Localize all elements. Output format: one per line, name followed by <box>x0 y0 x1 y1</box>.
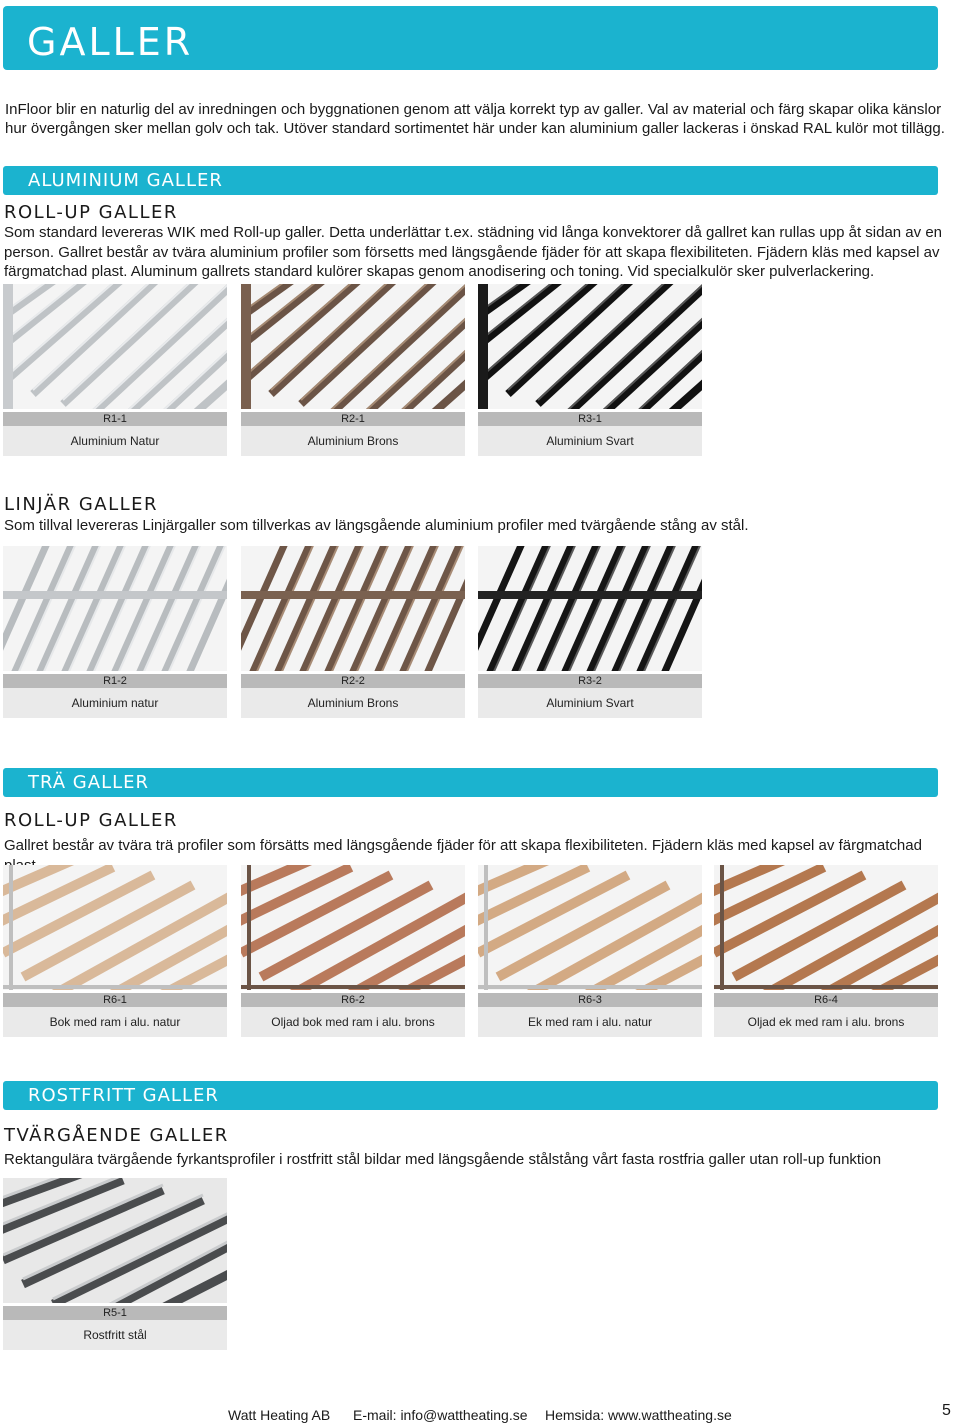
product-name: Ek med ram i alu. natur <box>478 1007 702 1037</box>
title-bar <box>3 6 938 70</box>
product-name: Aluminium Natur <box>3 426 227 456</box>
product-code: R1-1 <box>3 412 227 426</box>
intro-text: InFloor blir en naturlig del av inredningen och byggnationen genom att välja korrekt typ av galler. Val av material och färg skapar olika känslor hur övergången sker mellan golv och tak. Utöver standard sortimentet här under kan aluminium galler lackeras i önskad RAL kulör mot tillägg. <box>5 101 945 137</box>
page-number: 5 <box>942 1402 951 1419</box>
footer-company: Watt Heating AB <box>228 1407 331 1423</box>
product-tile <box>478 284 702 456</box>
product-name: Aluminium Brons <box>241 426 465 456</box>
product-code: R2-1 <box>241 412 465 426</box>
section-bar-aluminium <box>3 166 938 195</box>
section-bar-steel <box>3 1081 938 1110</box>
product-tile <box>478 546 702 718</box>
footer-website[interactable]: Hemsida: www.wattheating.se <box>545 1407 732 1423</box>
product-code: R1-2 <box>3 674 227 688</box>
product-code: R6-2 <box>241 993 465 1007</box>
footer-email[interactable]: E-mail: info@wattheating.se <box>353 1407 528 1423</box>
section-title-aluminium: ALUMINIUM GALLER <box>28 170 223 191</box>
product-tile <box>3 284 227 456</box>
product-code: R3-1 <box>478 412 702 426</box>
page-title: GALLER <box>27 20 194 64</box>
product-name: Oljad ek med ram i alu. brons <box>714 1007 938 1037</box>
product-code: R6-1 <box>3 993 227 1007</box>
text-rollup-wood: Gallret består av tvära trä profiler som försätts med längsgående fjäder för att skapa flexibiliteten. Fjädern kläs med kapsel av färgmatchad <box>4 837 922 854</box>
rostfritt-grille-photo <box>3 1178 227 1303</box>
section-bar-wood <box>3 768 938 797</box>
aluminium-svart-grille-photo <box>478 284 702 409</box>
product-tile <box>241 546 465 718</box>
product-name: Bok med ram i alu. natur <box>3 1007 227 1037</box>
product-name: Oljad bok med ram i alu. brons <box>241 1007 465 1037</box>
product-name: Aluminium natur <box>3 688 227 718</box>
product-tile <box>3 1178 227 1350</box>
bok-natur-grille-photo <box>3 865 227 990</box>
text-linear: Som tillval levereras Linjärgaller som tillverkas av längsgående aluminium profiler med tvärgående stång av stål. <box>4 517 749 534</box>
linjar-svart-grille-photo <box>478 546 702 671</box>
product-tile <box>3 546 227 718</box>
linjar-natur-grille-photo <box>3 546 227 671</box>
product-code: R3-2 <box>478 674 702 688</box>
product-code: R5-1 <box>3 1306 227 1320</box>
product-code: R6-3 <box>478 993 702 1007</box>
ek-natur-grille-photo <box>478 865 702 990</box>
product-tile <box>3 865 227 1037</box>
text-rollup-aluminium: Som standard levereras WIK med Roll-up galler. Detta underlättar t.ex. städning vid långa konvektorer då gallret kan rullas upp åt sidan av en person. Gallret består av tvära aluminium profiler som försetts med längsgående fjäder för att skapa flexibiliteten. Fjädern kläs med kapsel av färgmatchad plast. Aluminum gallrets standard kulörer skapas genom anodisering och toning. Vid specialkulör sker pulverlackering. <box>4 224 943 280</box>
aluminium-brons-grille-photo <box>241 284 465 409</box>
subtitle-rollup-wood: ROLL-UP GALLER <box>4 810 178 831</box>
product-tile <box>241 865 465 1037</box>
subtitle-rollup-aluminium: ROLL-UP GALLER <box>4 202 178 223</box>
product-name: Rostfritt stål <box>3 1320 227 1350</box>
product-name: Aluminium Brons <box>241 688 465 718</box>
text-cross: Rektangulära tvärgående fyrkantsprofiler i rostfritt stål bildar med längsgående stålstång vårt fasta rostfria galler utan roll-up funktion <box>4 1151 882 1168</box>
oljad-bok-brons-grille-photo <box>241 865 465 990</box>
product-code: R2-2 <box>241 674 465 688</box>
product-code: R6-4 <box>714 993 938 1007</box>
product-tile <box>714 865 938 1037</box>
product-name: Aluminium Svart <box>478 688 702 718</box>
product-tile <box>241 284 465 456</box>
subtitle-linear: LINJÄR GALLER <box>4 494 159 515</box>
product-name: Aluminium Svart <box>478 426 702 456</box>
aluminium-natur-grille-photo <box>3 284 227 409</box>
subtitle-cross: TVÄRGÅENDE GALLER <box>4 1125 229 1146</box>
linjar-brons-grille-photo <box>241 546 465 671</box>
product-tile <box>478 865 702 1037</box>
oljad-ek-brons-grille-photo <box>714 865 938 990</box>
section-title-wood: TRÄ GALLER <box>28 772 150 793</box>
section-title-steel: ROSTFRITT GALLER <box>28 1085 219 1106</box>
